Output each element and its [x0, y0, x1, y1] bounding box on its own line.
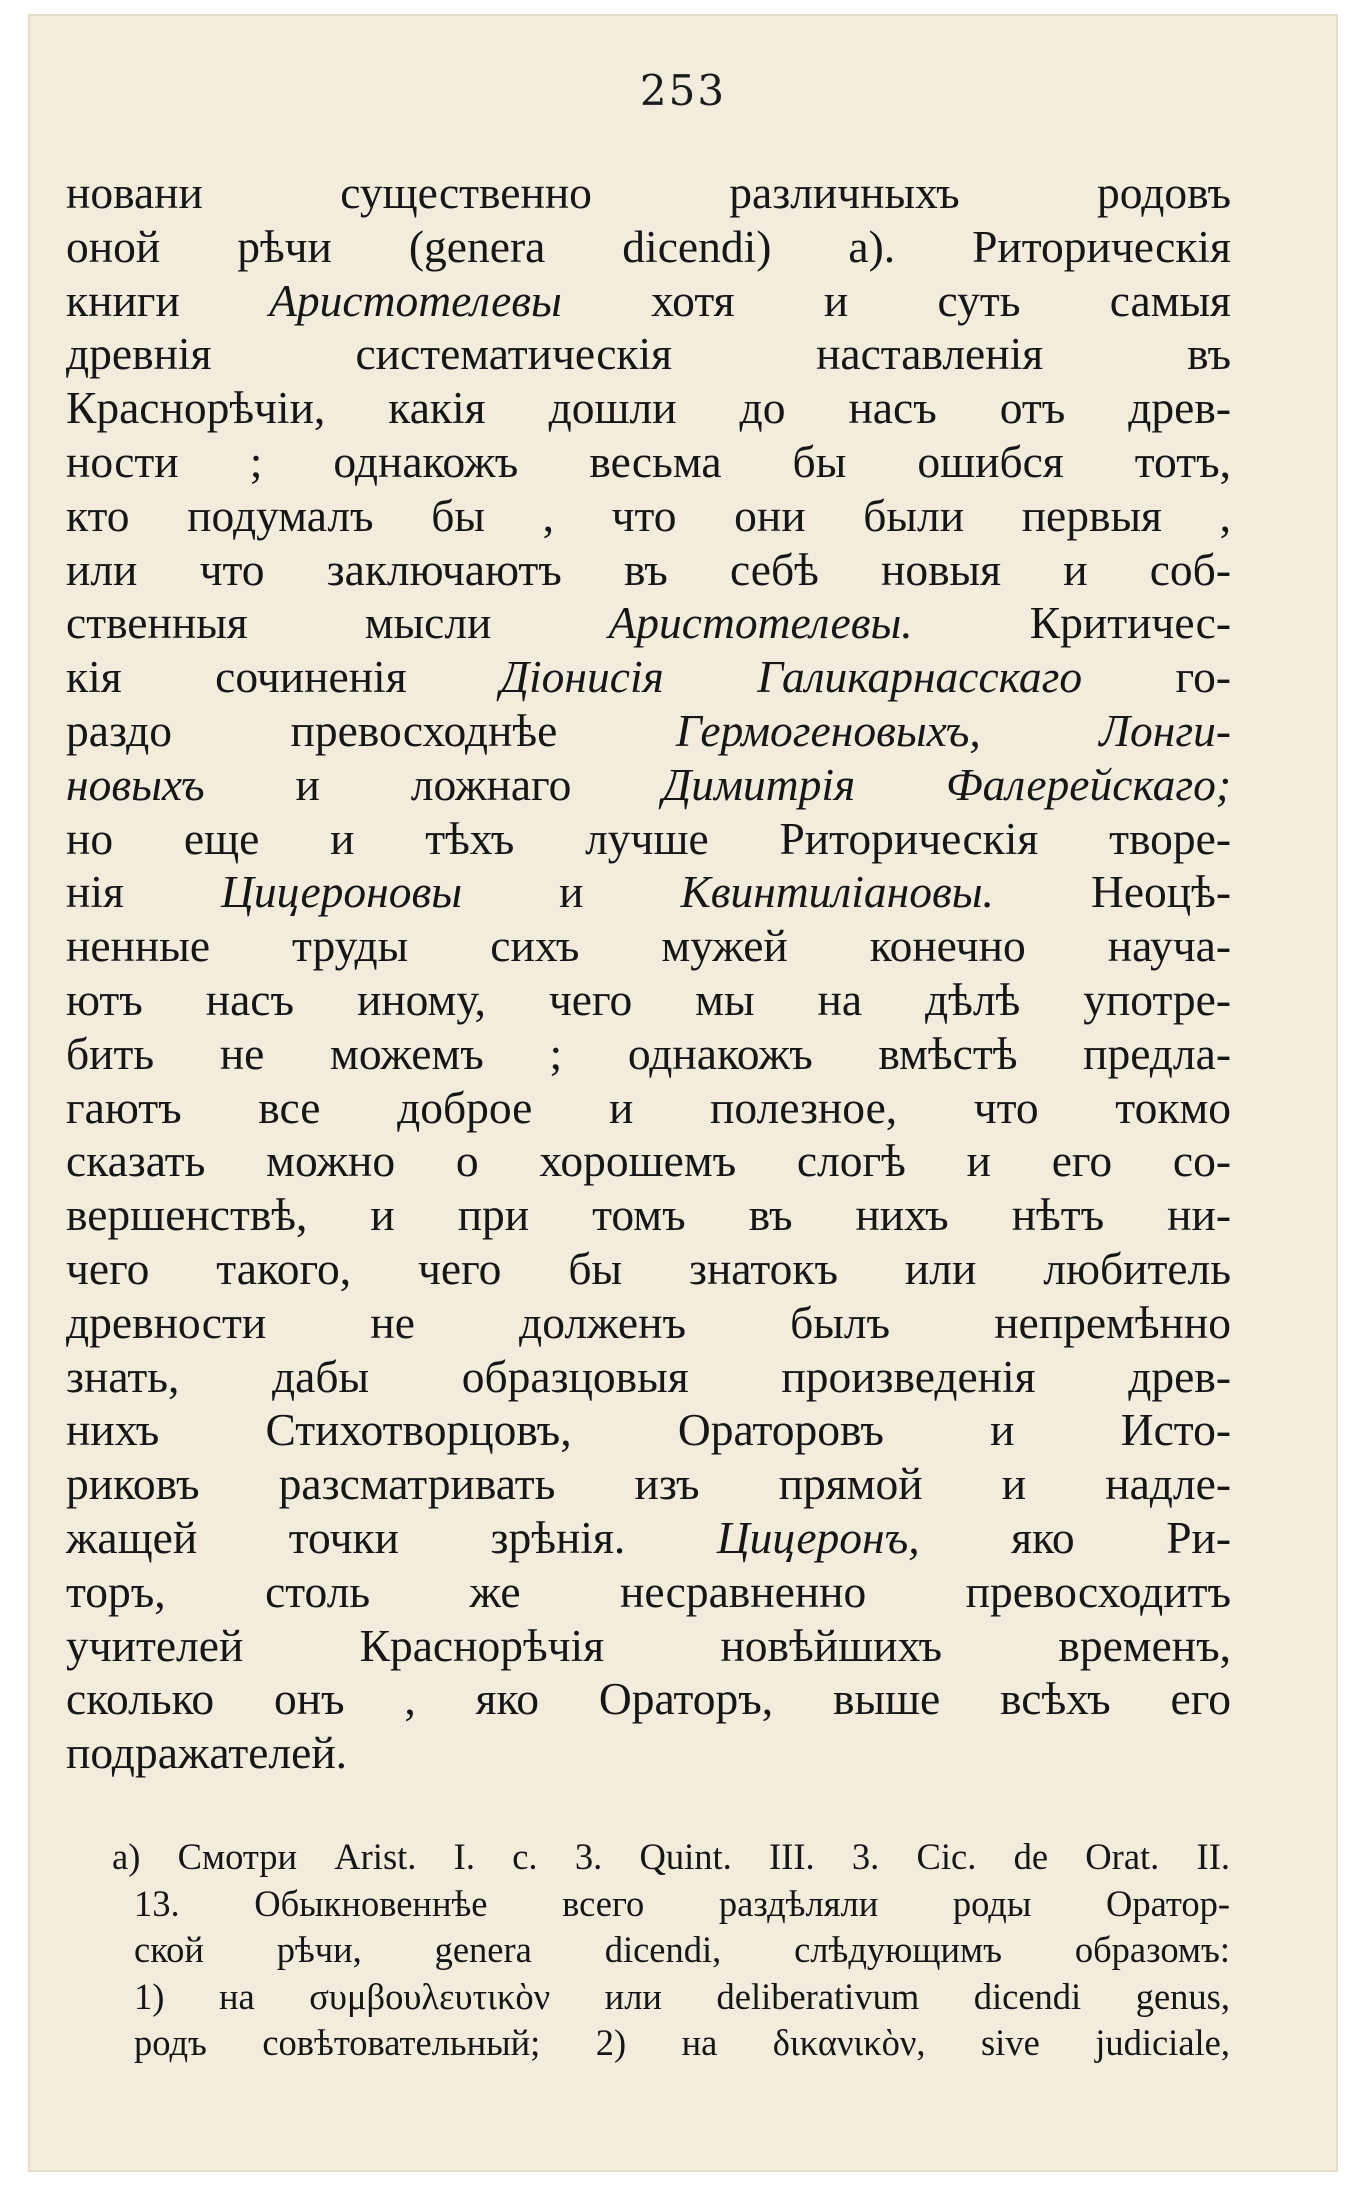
text-line: вершенствѣ, и при томъ въ нихъ нѣтъ ни-	[66, 1189, 1231, 1241]
italic-text: Лонги-	[1099, 704, 1231, 756]
text-line: новани существенно различныхъ родовъ	[66, 167, 1231, 218]
text-line: Краснорѣчіи, какія дошли до насъ отъ древ-	[66, 382, 1231, 434]
text-line: ненные труды сихъ мужей конечно науча-	[66, 920, 1231, 972]
text-line: сказать можно о хорошемъ слогѣ и его со-	[66, 1135, 1231, 1187]
text-line: древнія систематическія наставленія въ	[66, 328, 1231, 380]
text-line: чего такого, чего бы знатокъ или любитель	[66, 1242, 1231, 1294]
text-line: новыхъ и ложнаго Димитрія Фалерейскаго;	[66, 758, 1231, 810]
italic-text: Аристотелевы	[269, 274, 562, 326]
text-line: ности ; однакожъ весьма бы ошибся тотъ,	[66, 435, 1231, 487]
italic-text: Димитрія Фалерейскаго;	[662, 758, 1231, 810]
footnote-line: родъ совѣтовательный; 2) на δικανικὸν, sive judiciale,	[134, 2022, 1230, 2064]
text-line: кія сочиненія Діонисія Галикарнасскаго го-	[66, 651, 1231, 703]
text-line: учителей Краснорѣчія новѣйшихъ временъ,	[66, 1619, 1231, 1671]
text-line: но еще и тѣхъ лучше Риторическія творе-	[66, 812, 1231, 864]
italic-text: Аристотелевы.	[608, 597, 913, 649]
text-line: нія Цицероновы и Квинтиліановы. Неоцѣ-	[66, 866, 1231, 918]
text-line: знать, дабы образцовыя произведенія древ-	[66, 1350, 1231, 1402]
text-line: книги Аристотелевы хотя и суть самыя	[66, 274, 1231, 326]
text-line: подражателей.	[66, 1727, 348, 1779]
italic-text: Цицеронъ,	[716, 1511, 920, 1563]
footnote-line: ской рѣчи, genera dicendi, слѣдующимъ образомъ:	[134, 1929, 1230, 1971]
text-line: древности не долженъ былъ непремѣнно	[66, 1296, 1231, 1348]
italic-text: Цицероновы	[220, 866, 463, 918]
text-line: торъ, столь же несравненно превосходитъ	[66, 1565, 1231, 1617]
italic-text: новыхъ	[66, 758, 205, 810]
text-line: раздо превосходнѣе Гермогеновыхъ, Лонги-	[66, 704, 1231, 756]
footnote-line: а) Смотри Arist. I. c. 3. Quint. III. 3. Cic. de Orat. II.	[112, 1836, 1230, 1877]
text-line: жащей точки зрѣнія. Цицеронъ, яко Ри-	[66, 1511, 1231, 1563]
text-line: нихъ Стихотворцовъ, Ораторовъ и Исто-	[66, 1404, 1231, 1456]
body-text	[66, 166, 1231, 1780]
text-line: ютъ насъ иному, чего мы на дѣлѣ употре-	[66, 973, 1231, 1025]
text-line: бить не можемъ ; однакожъ вмѣстѣ предла-	[66, 1027, 1231, 1079]
text-line: оной рѣчи (genera dicendi) а). Риторическія	[66, 220, 1231, 272]
text-line: риковъ разсматривать изъ прямой и надле-	[66, 1458, 1231, 1510]
text-line: или что заключаютъ въ себѣ новыя и соб-	[66, 543, 1231, 595]
text-line: сколько онъ , яко Ораторъ, выше всѣхъ его	[66, 1673, 1231, 1725]
italic-text: Квинтиліановы.	[680, 866, 994, 918]
book-page	[28, 14, 1338, 2172]
italic-text: Гермогеновыхъ,	[675, 704, 981, 756]
italic-text: Діонисія Галикарнасскаго	[500, 651, 1083, 703]
footnote	[112, 1834, 1230, 2067]
footnote-line: 13. Обыкновеннѣе всего раздѣляли роды Оратор-	[134, 1882, 1230, 1924]
text-line: кто подумалъ бы , что они были первыя ,	[66, 489, 1231, 541]
footnote-line: 1) на συμβουλευτικὸν или deliberativum dicendi genus,	[134, 1975, 1230, 2017]
page-number: 253	[639, 66, 727, 115]
text-line: ственныя мысли Аристотелевы. Критичес-	[66, 597, 1231, 649]
text-line: гаютъ все доброе и полезное, что токмо	[66, 1081, 1231, 1133]
